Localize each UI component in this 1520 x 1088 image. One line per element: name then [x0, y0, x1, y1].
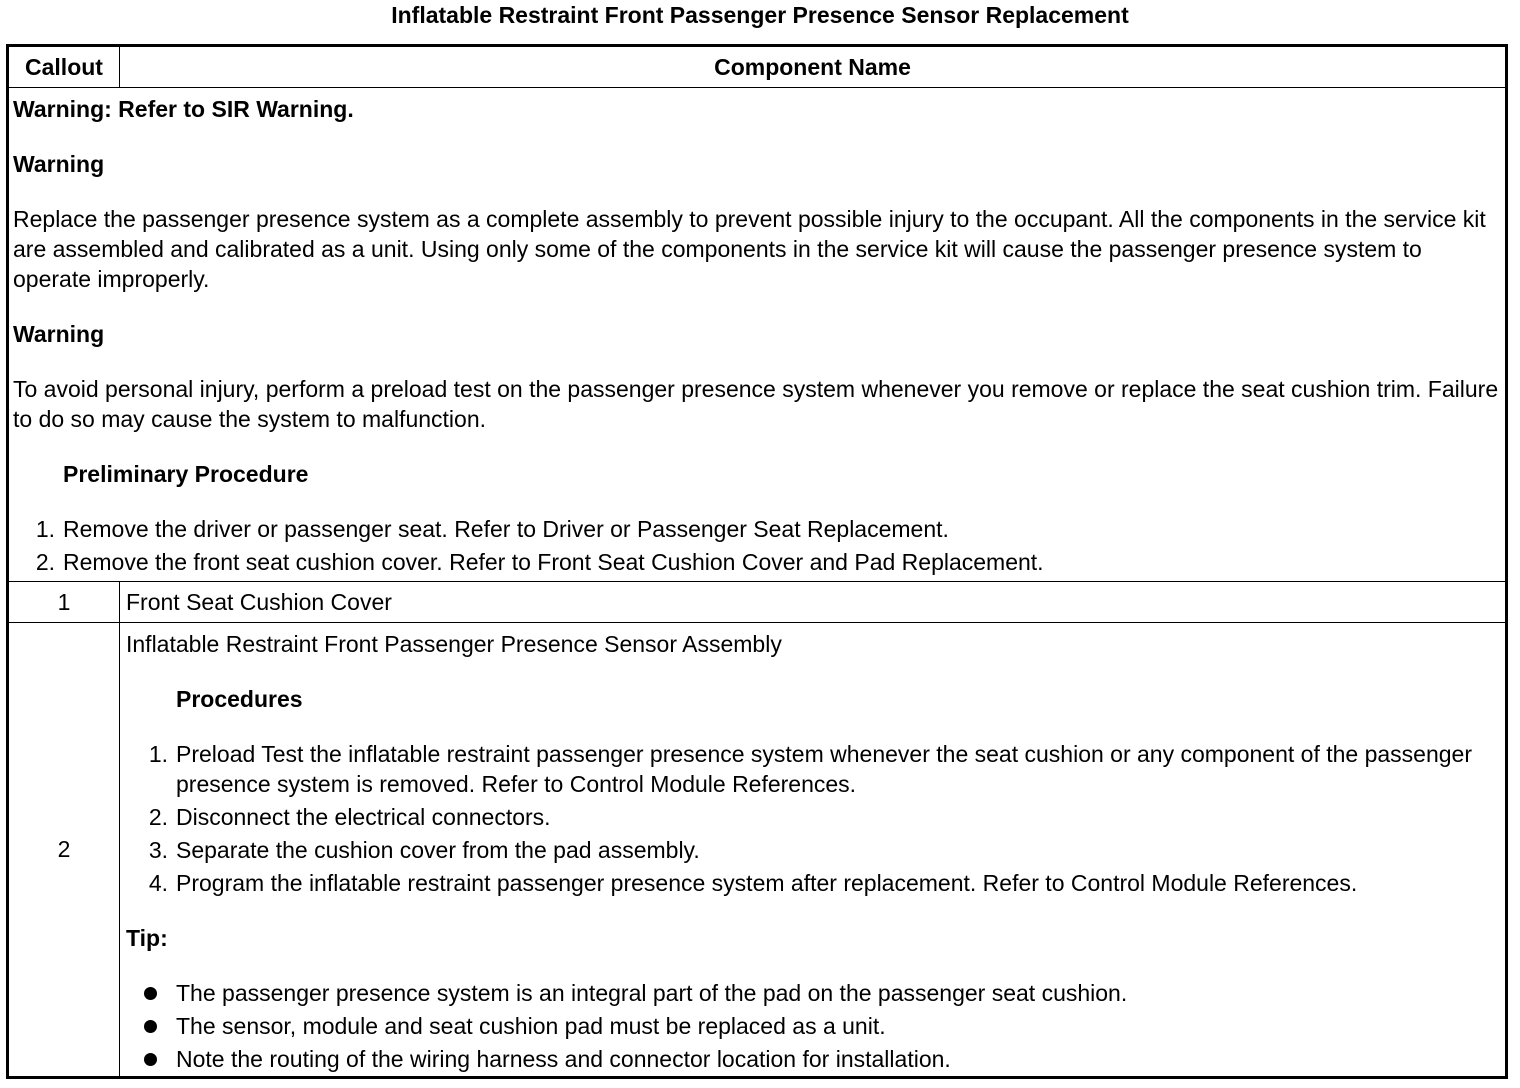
step-number: 2.: [148, 804, 168, 830]
callout-cell: 1: [8, 582, 120, 623]
preliminary-procedure-heading: Preliminary Procedure: [63, 461, 309, 487]
bullet-icon: [144, 1020, 157, 1033]
tip-heading: Tip:: [126, 925, 168, 951]
step-text: Program the inflatable restraint passenger presence system after replacement. Refer to Control Module References.: [176, 870, 1358, 896]
table-row: [8, 582, 1507, 623]
step-text: Separate the cushion cover from the pad assembly.: [176, 837, 700, 863]
step-text: Remove the driver or passenger seat. Refer to Driver or Passenger Seat Replacement.: [63, 516, 949, 542]
preliminary-steps-list: [13, 514, 1501, 577]
bullet-icon: [144, 987, 157, 1000]
tips-list: [126, 978, 1499, 1074]
list-item: [35, 547, 1501, 577]
step-number: 3.: [148, 837, 168, 863]
warning-heading-2: Warning: [13, 321, 105, 347]
step-text: Disconnect the electrical connectors.: [176, 804, 551, 830]
page-title: Inflatable Restraint Front Passenger Presence Sensor Replacement: [391, 2, 1129, 28]
tip-text: The sensor, module and seat cushion pad must be replaced as a unit.: [176, 1013, 886, 1039]
warning-text-1: Replace the passenger presence system as a complete assembly to prevent possible injury to the occupant. All the components in the service kit are assembled and calibrated as a unit. Using only some of the components in the service kit will cause the passenger presence system to operate improperly.: [13, 206, 1486, 292]
tip-text: Note the routing of the wiring harness and connector location for installation.: [176, 1046, 951, 1072]
procedures-list: [126, 739, 1499, 898]
component-cell: [120, 623, 1507, 1078]
component-name-header: Component Name: [120, 46, 1507, 88]
bullet-icon: [144, 1053, 157, 1066]
tip-text: The passenger presence system is an integral part of the pad on the passenger seat cushion.: [176, 980, 1128, 1006]
step-number: 1.: [35, 516, 55, 542]
warning-cell: [8, 88, 1507, 582]
list-item: [176, 978, 1499, 1008]
list-item: [148, 739, 1499, 799]
table-row: [8, 623, 1507, 1078]
callout-cell: 2: [8, 623, 120, 1078]
table-header-row: [8, 46, 1507, 88]
procedure-table: [6, 44, 1508, 1079]
warning-text-2: To avoid personal injury, perform a preload test on the passenger presence system whenever you remove or replace the seat cushion trim. Failure to do so may cause the system to malfunction.: [13, 376, 1499, 432]
step-number: 2.: [35, 549, 55, 575]
callout-header: Callout: [8, 46, 120, 88]
step-text: Preload Test the inflatable restraint passenger presence system whenever the seat cushion or any component of the passenger presence system is removed. Refer to Control Module References.: [176, 741, 1473, 797]
step-text: Remove the front seat cushion cover. Refer to Front Seat Cushion Cover and Pad Replacement.: [63, 549, 1044, 575]
list-item: [35, 514, 1501, 544]
preamble-row: [8, 88, 1507, 582]
list-item: [148, 802, 1499, 832]
component-cell: Front Seat Cushion Cover: [120, 582, 1507, 623]
list-item: [176, 1011, 1499, 1041]
list-item: [148, 835, 1499, 865]
step-number: 4.: [148, 870, 168, 896]
procedures-heading: Procedures: [176, 686, 303, 712]
warning-heading-1: Warning: [13, 151, 105, 177]
sir-warning: Warning: Refer to SIR Warning.: [13, 96, 354, 122]
component-name: Inflatable Restraint Front Passenger Presence Sensor Assembly: [126, 631, 782, 657]
step-number: 1.: [148, 741, 168, 767]
list-item: [148, 868, 1499, 898]
list-item: [176, 1044, 1499, 1074]
